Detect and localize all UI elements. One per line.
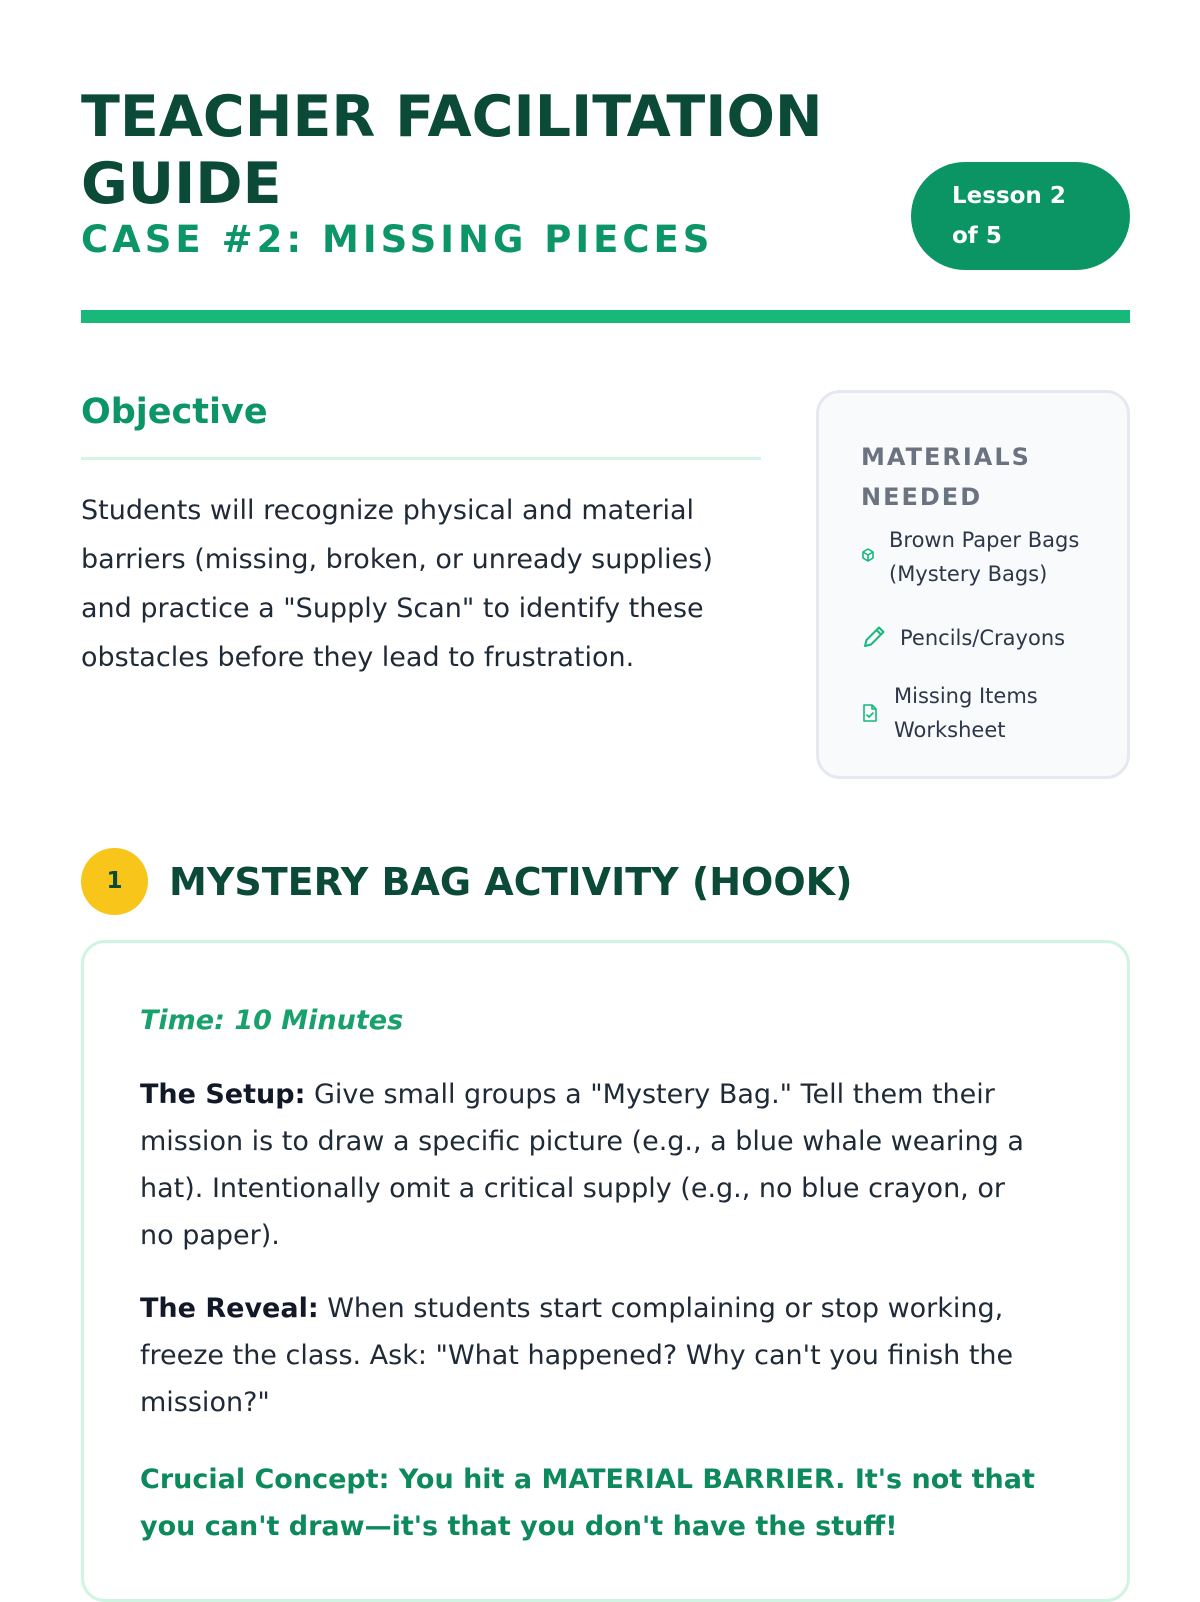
activity-card xyxy=(81,940,1130,1602)
activity-time: Time: 10 Minutes xyxy=(140,1005,404,1036)
section-title: MYSTERY BAG ACTIVITY (HOOK) xyxy=(169,860,853,904)
material-label: Pencils/Crayons xyxy=(900,626,1066,650)
objective-underline xyxy=(81,457,761,460)
material-label: Missing Items Worksheet xyxy=(894,684,1038,742)
reveal-paragraph xyxy=(140,1285,1040,1426)
materials-heading: MATERIALS NEEDED xyxy=(861,443,1031,511)
pencil-icon xyxy=(861,624,887,660)
lesson-badge-line1: Lesson 2 xyxy=(952,183,1066,209)
setup-text: Give small groups a "Mystery Bag." Tell them their mission is to draw a specific picture (e.g., a blue whale wearing a hat). Intentionally omit a critical supply (e.g., no blue crayon, or no paper). xyxy=(140,1079,1024,1251)
case-subtitle: CASE #2: MISSING PIECES xyxy=(81,218,714,261)
cube-icon xyxy=(861,539,875,573)
step-number-badge: 1 xyxy=(81,848,148,915)
document-icon xyxy=(861,699,879,733)
header-divider xyxy=(81,310,1130,323)
setup-label: The Setup: xyxy=(140,1079,306,1110)
reveal-label: The Reveal: xyxy=(140,1293,319,1324)
materials-card xyxy=(816,390,1130,779)
reveal-text: When students start complaining or stop working, freeze the class. Ask: "What happened? Why can't you finish the mission?" xyxy=(140,1293,1014,1418)
objective-text: Students will recognize physical and material barriers (missing, broken, or unready supplies) and practice a "Supply Scan" to identify these obstacles before they lead to frustration. xyxy=(81,495,713,673)
lesson-badge-line2: of 5 xyxy=(952,223,1002,249)
lesson-badge xyxy=(911,162,1130,270)
material-label: Brown Paper Bags (Mystery Bags) xyxy=(889,528,1080,586)
objective-heading: Objective xyxy=(81,392,268,432)
page-title: TEACHER FACILITATION GUIDE xyxy=(81,84,823,217)
facilitation-guide-page xyxy=(81,0,1130,1600)
crucial-concept: Crucial Concept: You hit a MATERIAL BARRIER. It's not that you can't draw—it's that you don't have the stuff! xyxy=(140,1464,1035,1542)
setup-paragraph xyxy=(140,1071,1040,1259)
